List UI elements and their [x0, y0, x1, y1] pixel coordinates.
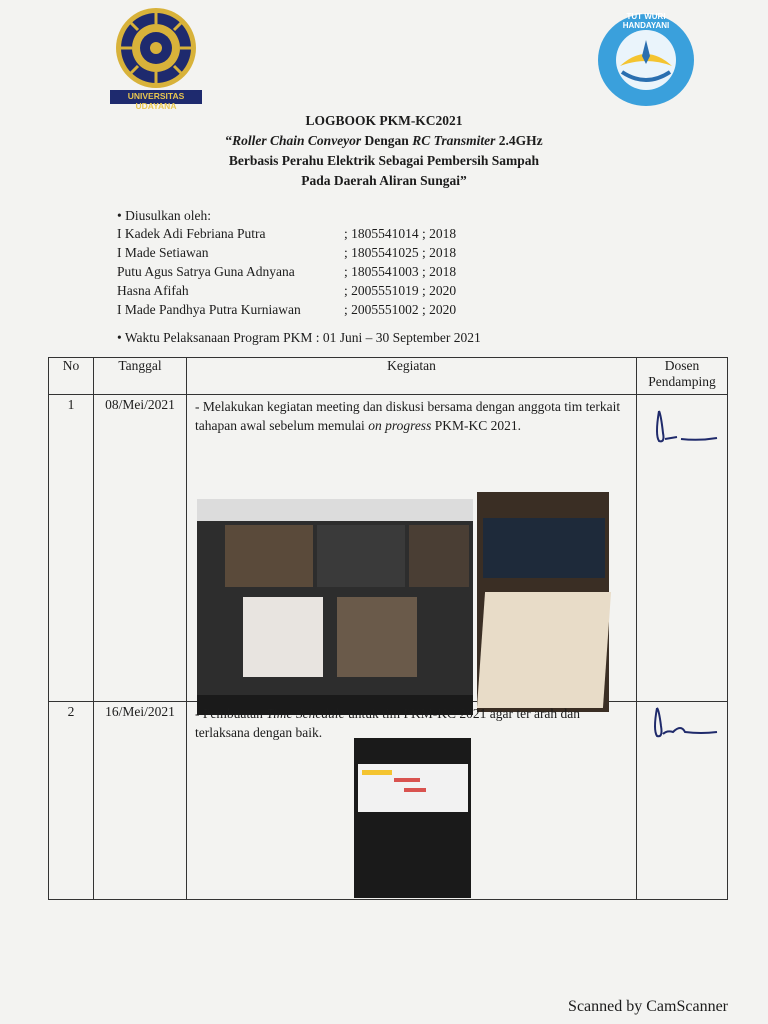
row-no: 2: [49, 702, 94, 900]
proposer-id: ; 2005551019 ; 2020: [344, 283, 457, 298]
tut-wuri-handayani-logo: [592, 6, 700, 110]
proposer-id: ; 1805541025 ; 2018: [344, 245, 457, 260]
proposer-row: [0, 244, 768, 263]
row-activity: [187, 395, 637, 702]
header-activity: Kegiatan: [187, 358, 637, 395]
meeting-screenshot-photo: [197, 499, 473, 715]
logbook-table: [48, 357, 728, 900]
video-tile: [317, 525, 405, 587]
gantt-bar: [362, 770, 392, 775]
proposer-list: [0, 225, 768, 320]
header-supervisor: Dosen Pendamping: [637, 358, 728, 395]
activity-text: - Melakukan kegiatan meeting dan diskusi bersama dengan anggota tim terkait tahapan awal sebelum memulai on progress PKM-KC 2021.: [195, 399, 621, 433]
proposer-name: I Made Setiawan: [117, 245, 209, 260]
proposer-name: Putu Agus Satrya Guna Adnyana: [117, 264, 295, 279]
browser-bar: [197, 499, 473, 521]
project-title-line3: Pada Daerah Aliran Sungai”: [301, 173, 467, 188]
supervisor-signature: [637, 702, 727, 762]
row-activity: [187, 702, 637, 900]
proposer-id: ; 2005551002 ; 2020: [344, 302, 457, 317]
table-row: [49, 395, 728, 702]
gantt-bar: [404, 788, 426, 792]
row-no: 1: [49, 395, 94, 702]
row-date: 08/Mei/2021: [94, 395, 187, 702]
supervisor-signature: [637, 395, 727, 455]
row-date: 16/Mei/2021: [94, 702, 187, 900]
proposers-label: • Diusulkan oleh:: [117, 208, 211, 223]
activity-text: - Pembuatan Time Schedule untuk tim PKM-KC 2021 agar ter arah dan terlaksana dengan baik.: [195, 706, 581, 740]
proposer-name: I Made Pandhya Putra Kurniawan: [117, 302, 301, 317]
document-title: LOGBOOK PKM-KC2021: [305, 113, 463, 128]
header-no: No: [49, 358, 94, 395]
proposer-row: [0, 301, 768, 320]
video-tile: [337, 597, 417, 677]
table-row: [49, 702, 728, 900]
tut-wuri-logo-text: TUT WURI HANDAYANI: [622, 12, 670, 30]
university-logo-text: UNIVERSITAS UDAYANA: [127, 91, 185, 111]
proposer-name: I Kadek Adi Febriana Putra: [117, 226, 266, 241]
proposer-row: [0, 282, 768, 301]
proposer-id: ; 1805541014 ; 2018: [344, 226, 457, 241]
gantt-bar: [394, 778, 420, 782]
project-title-line2: Berbasis Perahu Elektrik Sebagai Pembersih Sampah: [228, 153, 540, 168]
header-date: Tanggal: [94, 358, 187, 395]
university-logo: [108, 6, 204, 111]
video-tile: [225, 525, 313, 587]
proposer-row: [0, 225, 768, 244]
document-photo: [477, 492, 609, 712]
scanner-watermark: Scanned by CamScanner: [568, 998, 728, 1015]
supervisor-signature-cell: [637, 702, 728, 900]
photo-screen: [483, 518, 605, 578]
proposer-row: [0, 263, 768, 282]
table-header-row: [49, 358, 728, 395]
video-tile: [243, 597, 323, 677]
proposer-name: Hasna Afifah: [117, 283, 189, 298]
time-schedule-photo: [354, 738, 471, 898]
photo-paper: [477, 592, 611, 708]
project-title-line1: “Roller Chain Conveyor Dengan RC Transmiter 2.4GHz: [225, 133, 543, 148]
supervisor-signature-cell: [637, 395, 728, 702]
video-tile: [409, 525, 469, 587]
implementation-period: • Waktu Pelaksanaan Program PKM : 01 Juni – 30 September 2021: [117, 330, 481, 345]
proposer-id: ; 1805541003 ; 2018: [344, 264, 457, 279]
